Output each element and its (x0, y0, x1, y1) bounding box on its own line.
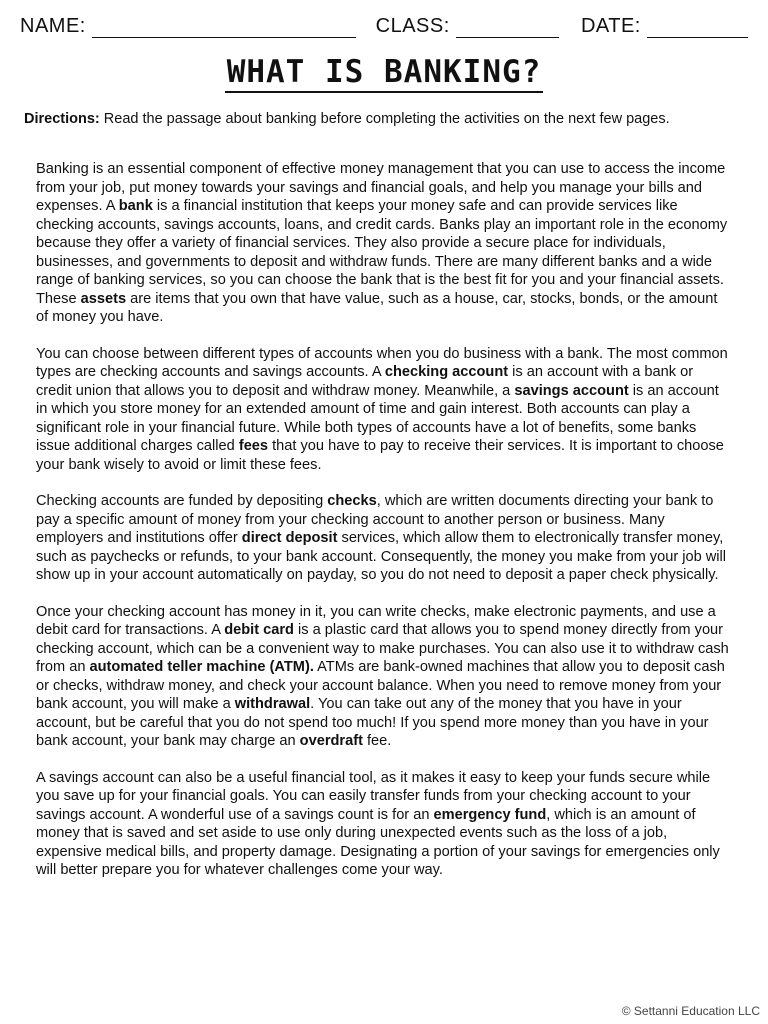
passage-paragraph (36, 345, 732, 475)
paragraph-text: Banking is an essential component of effective money management that you can use to access the income from your job, put money towards your savings and financial goals, and help you manage your bills and expenses. A (36, 161, 726, 214)
paragraph-text: , which are written documents directing your bank to pay a specific amount of money from your checking account to another person or business. Many employers and institutions offer (36, 493, 714, 546)
paragraph-text: You can choose between different types of accounts when you do business with a bank. The most common types are checking accounts and savings accounts. A (36, 345, 728, 380)
paragraph-text: A savings account can also be a useful financial tool, as it makes it easy to keep your funds secure while you save up for your financial goals. You can easily transfer funds from your checking account to your savings account. A wonderful use of a savings count is for an (36, 769, 711, 823)
paragraph-text: , which is an amount of money that is saved and set aside to use only during unexpected events such as the loss of a job, expensive medical bills, and property damage. Designating a portion of your savings for emergencies only will better prepare you for whatever challenges come your way. (36, 806, 720, 878)
passage-paragraph (36, 769, 732, 880)
paragraph-text: is an account in which you store money for an extended amount of time and gain interest. Both accounts can play a significant role in your financial future. While both types of accounts have a lot of benefits, some banks issue additional charges called (36, 382, 719, 454)
key-term: savings account (514, 382, 629, 399)
name-label: NAME: (20, 15, 86, 37)
paragraph-text: are items that you own that have value, such as a house, car, stocks, bonds, or the amount of money you have. (36, 290, 718, 325)
date-label: DATE: (580, 15, 641, 37)
key-term: overdraft (299, 733, 363, 749)
paragraph-text: ATMs are bank-owned machines that allow you to deposit cash or checks, withdraw money, and check your account balance. When you need to remove money from your bank account, you will make a (36, 659, 725, 712)
key-term: checking account (384, 364, 509, 380)
passage-paragraph (36, 603, 732, 751)
worksheet-header (20, 8, 748, 38)
paragraph-text: services, which allow them to electronically transfer money, such as paychecks or refunds, to your bank account. Consequently, the money you make from your job will show up in your account automatically on payday, so you do not need to deposit a paper check physically. (36, 530, 727, 583)
key-term: assets (80, 290, 127, 307)
paragraph-text: is an account with a bank or credit union that allows you to deposit and withdraw money. Meanwhile, a (36, 364, 694, 399)
class-blank-line (456, 15, 559, 38)
key-term: emergency fund (433, 806, 547, 823)
directions-text: Read the passage about banking before completing the activities on the next few pages. (99, 111, 670, 127)
paragraph-text: that you have to pay to receive their services. It is important to choose your bank wisely to avoid or limit these fees. (36, 438, 724, 473)
key-term: direct deposit (241, 530, 338, 546)
key-term: automated teller machine (ATM). (89, 659, 314, 675)
paragraph-text: . You can take out any of the money that you have in your account, but be careful that you do not spend too much! If you spend more money than you have in your bank account, your bank may charge an (36, 696, 709, 749)
copyright-notice: © Settanni Education LLC (621, 1004, 760, 1018)
name-blank-line (92, 15, 356, 38)
banking-passage (36, 160, 732, 898)
page-title-text: WHAT IS BANKING? (225, 54, 544, 93)
paragraph-text: is a plastic card that allows you to spend money directly from your checking account, which can be a convenient way to make purchases. You can also use it to withdraw cash from an (36, 622, 729, 675)
passage-paragraph (36, 492, 732, 585)
paragraph-text: fee. (362, 733, 392, 749)
key-term: fees (238, 438, 269, 454)
paragraph-text: Once your checking account has money in it, you can write checks, make electronic payments, and use a debit card for transactions. A (36, 603, 716, 638)
key-term: checks (327, 493, 377, 509)
directions-label: Directions: (24, 111, 100, 127)
key-term: bank (118, 198, 153, 214)
page-title (0, 54, 768, 90)
paragraph-text: is a financial institution that keeps your money safe and can provide services like checking accounts, savings accounts, loans, and credit cards. Banks play an important role in the economy because they offer a variety of financial services. They also provide a secure place for individuals, businesses, and governments to deposit and withdraw funds. There are many different banks and a wide range of banking services, so you can choose the bank that is the best fit for you and your financial assets. These (36, 198, 728, 307)
key-term: withdrawal (234, 696, 311, 712)
paragraph-text: Checking accounts are funded by depositing (36, 493, 328, 509)
key-term: debit card (224, 622, 294, 638)
date-blank-line (647, 15, 748, 38)
class-label: CLASS: (375, 15, 450, 37)
passage-paragraph (36, 160, 732, 327)
directions (24, 110, 724, 128)
